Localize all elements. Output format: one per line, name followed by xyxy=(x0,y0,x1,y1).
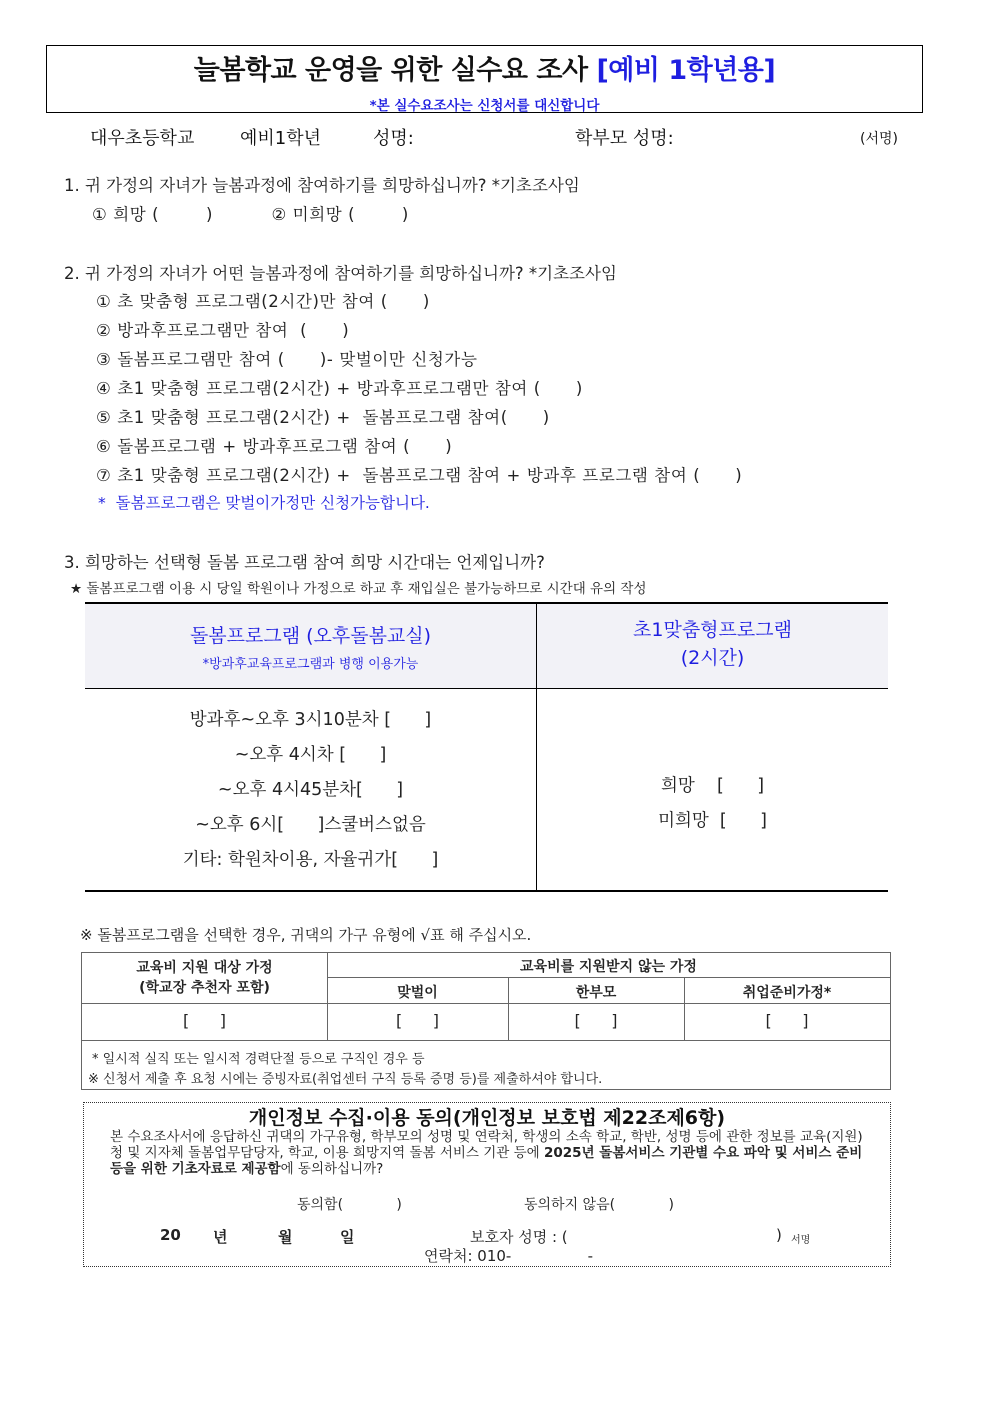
contact-field[interactable]: 연락처: 010- - xyxy=(424,1247,594,1265)
guardian-name-close: ) xyxy=(776,1226,782,1244)
consent-text-bold: 2025년 돌봄서비스 기관별 수요 파악 및 서비스 준비 등을 위한 기초자료로 제공함 xyxy=(110,1145,863,1177)
q2-option-4[interactable]: ④ 초1 맞춤형 프로그램(2시간) + 방과후프로그램만 참여 ( ) xyxy=(96,379,583,398)
household-note: ※ 돌봄프로그램을 선택한 경우, 귀댁의 가구 유형에 √표 해 주십시오. xyxy=(80,926,532,944)
student-name-label[interactable]: 성명: xyxy=(373,128,414,149)
school-name: 대우초등학교 xyxy=(90,128,195,149)
guardian-sign-label: 서명 xyxy=(791,1235,811,1246)
info-row xyxy=(0,124,992,152)
consent-text-2: 에 동의하십니까? xyxy=(280,1161,384,1177)
custom-program-title-line-2: (2시간) xyxy=(680,647,745,669)
custom-no-want-option[interactable]: 미희망 [ ] xyxy=(658,811,767,831)
disagree-option[interactable]: 동의하지 않음( ) xyxy=(524,1197,674,1213)
custom-want-option[interactable]: 희망 [ ] xyxy=(660,776,765,796)
care-program-subtitle: *방과후교육프로그램과 병행 이용가능 xyxy=(202,657,419,672)
care-time-options xyxy=(85,704,536,879)
time-option-2[interactable]: ~오후 4시차 [ ] xyxy=(234,745,387,765)
grade-label: 예비1학년 xyxy=(240,128,322,149)
time-slot-table xyxy=(85,602,888,892)
consent-paragraph xyxy=(110,1129,870,1177)
q2-option-7[interactable]: ⑦ 초1 맞춤형 프로그램(2시간) + 돌봄프로그램 참여 + 방과후 프로그램 참여 ( ) xyxy=(96,466,743,485)
time-option-1[interactable]: 방과후~오후 3시10분차 [ ] xyxy=(189,710,432,730)
title-box xyxy=(46,45,923,113)
q2-option-1[interactable]: ① 초 맞춤형 프로그램(2시간)만 참여 ( ) xyxy=(96,292,430,311)
job-seeking-header: 취업준비가정* xyxy=(742,985,832,1001)
h-divider-2 xyxy=(327,977,890,978)
q2-option-2[interactable]: ② 방과후프로그램만 참여 ( ) xyxy=(96,321,350,340)
custom-program-options xyxy=(537,770,888,840)
h-divider-3 xyxy=(82,1003,890,1004)
time-option-5[interactable]: 기타: 학원차이용, 자율귀가[ ] xyxy=(182,850,439,870)
consent-title: 개인정보 수집·이용 동의(개인정보 보호법 제22조제6항) xyxy=(248,1107,726,1129)
support-family-checkbox[interactable]: [ ] xyxy=(183,1011,226,1030)
household-footnote-1: * 일시적 실직 또는 일시적 경력단절 등으로 구직인 경우 등 xyxy=(92,1052,425,1067)
question-1: 1. 귀 가정의 자녀가 늘봄과정에 참여하기를 희망하십니까? *기초조사임 xyxy=(64,176,580,195)
agree-option[interactable]: 동의함( ) xyxy=(297,1197,402,1213)
page-title xyxy=(47,48,922,87)
non-support-header: 교육비를 지원받지 않는 가정 xyxy=(520,959,697,975)
consent-text-1: 본 수요조사서에 응답하신 귀댁의 가구유형, 학부모의 성명 및 연락처, 학생의 소속 학교, 학반, 성명 등에 관한 정보를 교육(지원)청 및 지자체 돌봄업무담당자, 학교, 이용 희망지역 돌봄 서비스 기관 등에 xyxy=(110,1129,863,1161)
date-year-prefix: 20 xyxy=(160,1226,181,1244)
dual-income-checkbox[interactable]: [ ] xyxy=(396,1011,439,1030)
job-seeking-checkbox[interactable]: [ ] xyxy=(765,1011,809,1030)
support-family-line-1: 교육비 지원 대상 가정 xyxy=(136,960,273,976)
q2-note: * 돌봄프로그램은 맞벌이가정만 신청가능합니다. xyxy=(98,494,430,512)
household-footnote-2: ※ 신청서 제출 후 요청 시에는 증빙자료(취업센터 구직 등록 증명 등)를 제출하셔야 합니다. xyxy=(88,1072,603,1087)
dual-income-header: 맞벌이 xyxy=(397,985,438,1001)
question-3: 3. 희망하는 선택형 돌봄 프로그램 참여 희망 시간대는 언제입니까? xyxy=(64,553,545,572)
table-divider-vertical xyxy=(536,604,537,890)
title-main: 늘봄학교 운영을 위한 실수요 조사 xyxy=(193,55,597,86)
guardian-name-label[interactable]: 보호자 성명 : ( xyxy=(470,1228,568,1246)
q2-option-5[interactable]: ⑤ 초1 맞춤형 프로그램(2시간) + 돌봄프로그램 참여( ) xyxy=(96,408,550,427)
support-family-line-2: (학교장 추천자 포함) xyxy=(139,980,270,996)
household-table xyxy=(81,952,891,1090)
page-subtitle: *본 실수요조사는 신청서를 대신합니다 xyxy=(369,98,600,114)
time-option-4[interactable]: ~오후 6시[ ]스쿨버스없음 xyxy=(195,815,426,835)
single-parent-header: 한부모 xyxy=(575,985,617,1001)
care-program-header xyxy=(85,604,536,688)
question-1-options[interactable]: ① 희망 ( ) ② 미희망 ( ) xyxy=(92,205,409,224)
care-program-title: 돌봄프로그램 (오후돌봄교실) xyxy=(189,625,432,647)
q3-star-note: ★ 돌봄프로그램 이용 시 당일 학원이나 가정으로 하교 후 재입실은 불가능하므로 시간대 유의 작성 xyxy=(70,581,647,597)
q2-option-3[interactable]: ③ 돌봄프로그램만 참여 ( )- 맞벌이만 신청가능 xyxy=(96,350,478,369)
signature-label[interactable]: (서명) xyxy=(860,131,898,147)
table-divider-horizontal xyxy=(85,688,888,689)
title-highlight: [예비 1학년용] xyxy=(596,55,776,86)
date-day-label[interactable]: 일 xyxy=(340,1228,355,1246)
q2-option-6[interactable]: ⑥ 돌봄프로그램 + 방과후프로그램 참여 ( ) xyxy=(96,437,453,456)
support-family-header xyxy=(82,958,327,998)
question-2: 2. 귀 가정의 자녀가 어떤 늘봄과정에 참여하기를 희망하십니까? *기초조사임 xyxy=(64,264,617,283)
date-year-label[interactable]: 년 xyxy=(213,1228,228,1246)
custom-program-title xyxy=(537,616,888,672)
custom-program-header xyxy=(537,604,888,688)
privacy-consent-box xyxy=(83,1102,891,1267)
custom-program-title-line-1: 초1맞춤형프로그램 xyxy=(633,619,792,641)
date-month-label[interactable]: 월 xyxy=(278,1228,293,1246)
parent-name-label[interactable]: 학부모 성명: xyxy=(575,128,674,149)
h-divider-4 xyxy=(82,1040,890,1041)
single-parent-checkbox[interactable]: [ ] xyxy=(574,1011,618,1030)
time-option-3[interactable]: ~오후 4시45분차[ ] xyxy=(217,780,404,800)
